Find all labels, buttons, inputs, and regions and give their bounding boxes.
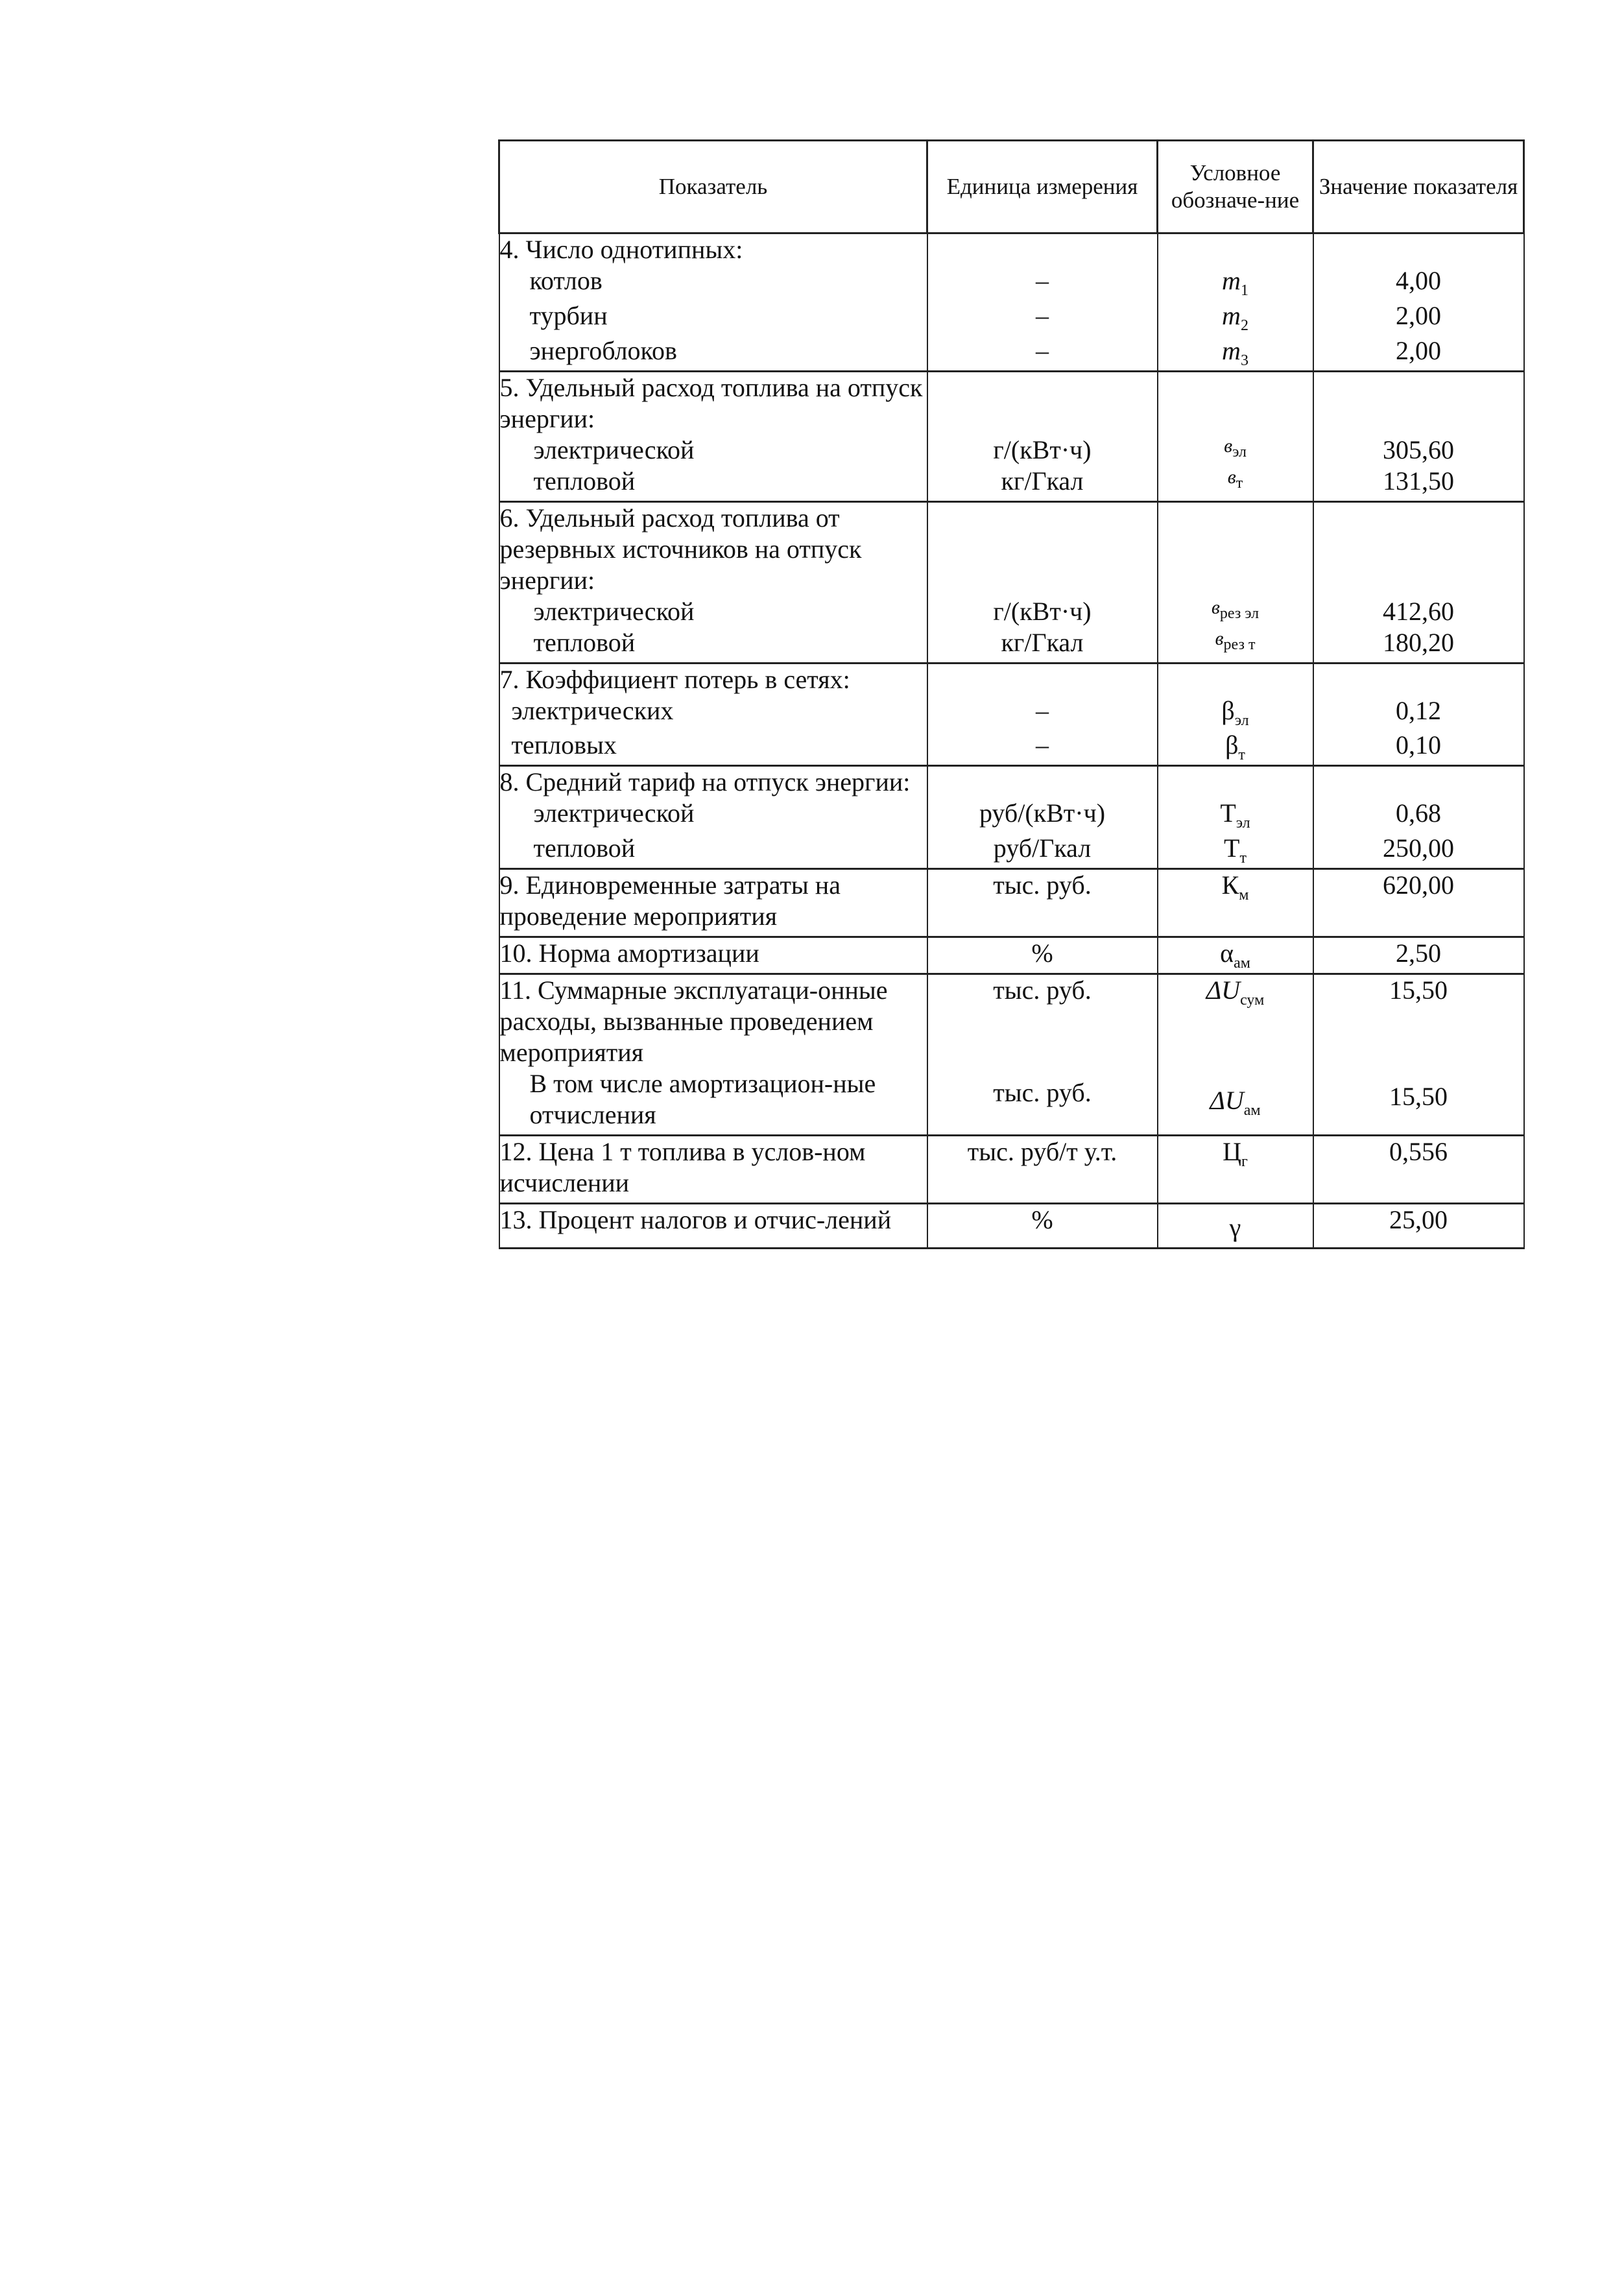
table-row xyxy=(499,974,1524,1069)
row-unit: % xyxy=(927,937,1158,974)
row-label: тепловой xyxy=(499,627,927,664)
row-unit: – xyxy=(927,335,1158,372)
row-symbol xyxy=(1158,766,1313,798)
row-label: 11. Суммарные эксплуатаци-онные расходы, вызванные проведением мероприятия xyxy=(499,974,927,1069)
row-label: 10. Норма амортизации xyxy=(499,937,927,974)
row-value xyxy=(1313,233,1524,266)
table-row xyxy=(499,233,1524,266)
row-label: электрической xyxy=(499,435,927,466)
row-value xyxy=(1313,371,1524,435)
row-symbol xyxy=(1158,371,1313,435)
table-row xyxy=(499,371,1524,435)
row-label: 9. Единовременные затраты на проведение мероприятия xyxy=(499,869,927,937)
row-symbol: $Т_т$ xyxy=(1158,833,1313,869)
row-label: 5. Удельный расход топлива на отпуск энергии: xyxy=(499,371,927,435)
row-unit xyxy=(927,663,1158,695)
row-symbol: $\alpha_{ам}$ xyxy=(1158,937,1313,974)
row-unit: – xyxy=(927,265,1158,300)
row-unit: кг/Гкал xyxy=(927,466,1158,502)
row-value: 180,20 xyxy=(1313,627,1524,664)
row-unit xyxy=(927,371,1158,435)
row-unit: тыс. руб/т у.т. xyxy=(927,1136,1158,1204)
row-label: В том числе амортизацион-ные отчисления xyxy=(499,1068,927,1136)
row-value: 4,00 xyxy=(1313,265,1524,300)
row-label: тепловой xyxy=(499,833,927,869)
table-row xyxy=(499,798,1524,833)
row-unit: г/(кВт·ч) xyxy=(927,596,1158,627)
table-row xyxy=(499,435,1524,466)
table-row xyxy=(499,1136,1524,1204)
row-value xyxy=(1313,501,1524,596)
row-symbol xyxy=(1158,233,1313,266)
row-label: 6. Удельный расход топлива от резервных источников на отпуск энергии: xyxy=(499,501,927,596)
row-value: 0,12 xyxy=(1313,695,1524,730)
row-symbol: $в_{рез т}$ xyxy=(1158,627,1313,664)
row-unit: – xyxy=(927,300,1158,335)
table-row xyxy=(499,833,1524,869)
row-symbol: $\beta_т$ xyxy=(1158,730,1313,766)
row-label: электрической xyxy=(499,596,927,627)
row-label: 8. Средний тариф на отпуск энергии: xyxy=(499,766,927,798)
row-unit: тыс. руб. xyxy=(927,1068,1158,1136)
row-unit: – xyxy=(927,730,1158,766)
row-label: тепловой xyxy=(499,466,927,502)
row-symbol xyxy=(1158,501,1313,596)
row-value: 2,50 xyxy=(1313,937,1524,974)
row-value: 2,00 xyxy=(1313,300,1524,335)
row-symbol: $m_2$ xyxy=(1158,300,1313,335)
row-unit xyxy=(927,501,1158,596)
row-value: 131,50 xyxy=(1313,466,1524,502)
table-row xyxy=(499,695,1524,730)
row-value: 412,60 xyxy=(1313,596,1524,627)
table-row xyxy=(499,869,1524,937)
header-unit: Единица измерения xyxy=(927,141,1158,233)
row-value: 25,00 xyxy=(1313,1204,1524,1249)
row-value: 0,10 xyxy=(1313,730,1524,766)
row-symbol: $Т_{эл}$ xyxy=(1158,798,1313,833)
table-row xyxy=(499,335,1524,372)
row-unit: г/(кВт·ч) xyxy=(927,435,1158,466)
row-unit: руб/Гкал xyxy=(927,833,1158,869)
row-label: тепловых xyxy=(499,730,927,766)
row-symbol: $в_т$ xyxy=(1158,466,1313,502)
row-symbol: $К_м$ xyxy=(1158,869,1313,937)
row-label: энергоблоков xyxy=(499,335,927,372)
row-unit: – xyxy=(927,695,1158,730)
header-value: Значение показателя xyxy=(1313,141,1524,233)
row-label: электрических xyxy=(499,695,927,730)
row-symbol: $\Delta U_{ам}$ xyxy=(1158,1068,1313,1136)
table-row xyxy=(499,937,1524,974)
table-row xyxy=(499,300,1524,335)
row-symbol: γ xyxy=(1158,1204,1313,1249)
row-symbol: $\beta_{эл}$ xyxy=(1158,695,1313,730)
header-indicator: Показатель xyxy=(499,141,927,233)
table-row xyxy=(499,1068,1524,1136)
row-value: 0,68 xyxy=(1313,798,1524,833)
row-unit xyxy=(927,766,1158,798)
row-symbol: $в_{рез эл}$ xyxy=(1158,596,1313,627)
row-label: котлов xyxy=(499,265,927,300)
row-symbol: $в_{эл}$ xyxy=(1158,435,1313,466)
table-row xyxy=(499,663,1524,695)
table-header-row xyxy=(499,141,1524,233)
row-value: 15,50 xyxy=(1313,1068,1524,1136)
table-row xyxy=(499,265,1524,300)
row-label: 7. Коэффициент потерь в сетях: xyxy=(499,663,927,695)
table-row xyxy=(499,766,1524,798)
table-row xyxy=(499,466,1524,502)
row-value xyxy=(1313,766,1524,798)
row-value: 2,00 xyxy=(1313,335,1524,372)
row-unit xyxy=(927,233,1158,266)
row-value xyxy=(1313,663,1524,695)
row-label: турбин xyxy=(499,300,927,335)
table-row xyxy=(499,501,1524,596)
row-unit: кг/Гкал xyxy=(927,627,1158,664)
row-symbol: $m_3$ xyxy=(1158,335,1313,372)
parameters-table xyxy=(498,139,1525,1249)
row-value: 305,60 xyxy=(1313,435,1524,466)
row-symbol xyxy=(1158,663,1313,695)
row-symbol: $m_1$ xyxy=(1158,265,1313,300)
row-value: 620,00 xyxy=(1313,869,1524,937)
table-row xyxy=(499,596,1524,627)
table-row xyxy=(499,1204,1524,1249)
header-symbol: Условное обозначе-ние xyxy=(1158,141,1313,233)
row-value: 250,00 xyxy=(1313,833,1524,869)
table-row xyxy=(499,627,1524,664)
row-unit: тыс. руб. xyxy=(927,974,1158,1069)
row-label: 13. Процент налогов и отчис-лений xyxy=(499,1204,927,1249)
row-symbol: $\Delta U_{сум}$ xyxy=(1158,974,1313,1069)
row-label: 12. Цена 1 т топлива в услов-ном исчислении xyxy=(499,1136,927,1204)
row-symbol: $Ц_г$ xyxy=(1158,1136,1313,1204)
row-value: 15,50 xyxy=(1313,974,1524,1069)
row-unit: тыс. руб. xyxy=(927,869,1158,937)
table-row xyxy=(499,730,1524,766)
row-label: 4. Число однотипных: xyxy=(499,233,927,266)
row-label: электрической xyxy=(499,798,927,833)
row-unit: % xyxy=(927,1204,1158,1249)
row-unit: руб/(кВт·ч) xyxy=(927,798,1158,833)
row-value: 0,556 xyxy=(1313,1136,1524,1204)
